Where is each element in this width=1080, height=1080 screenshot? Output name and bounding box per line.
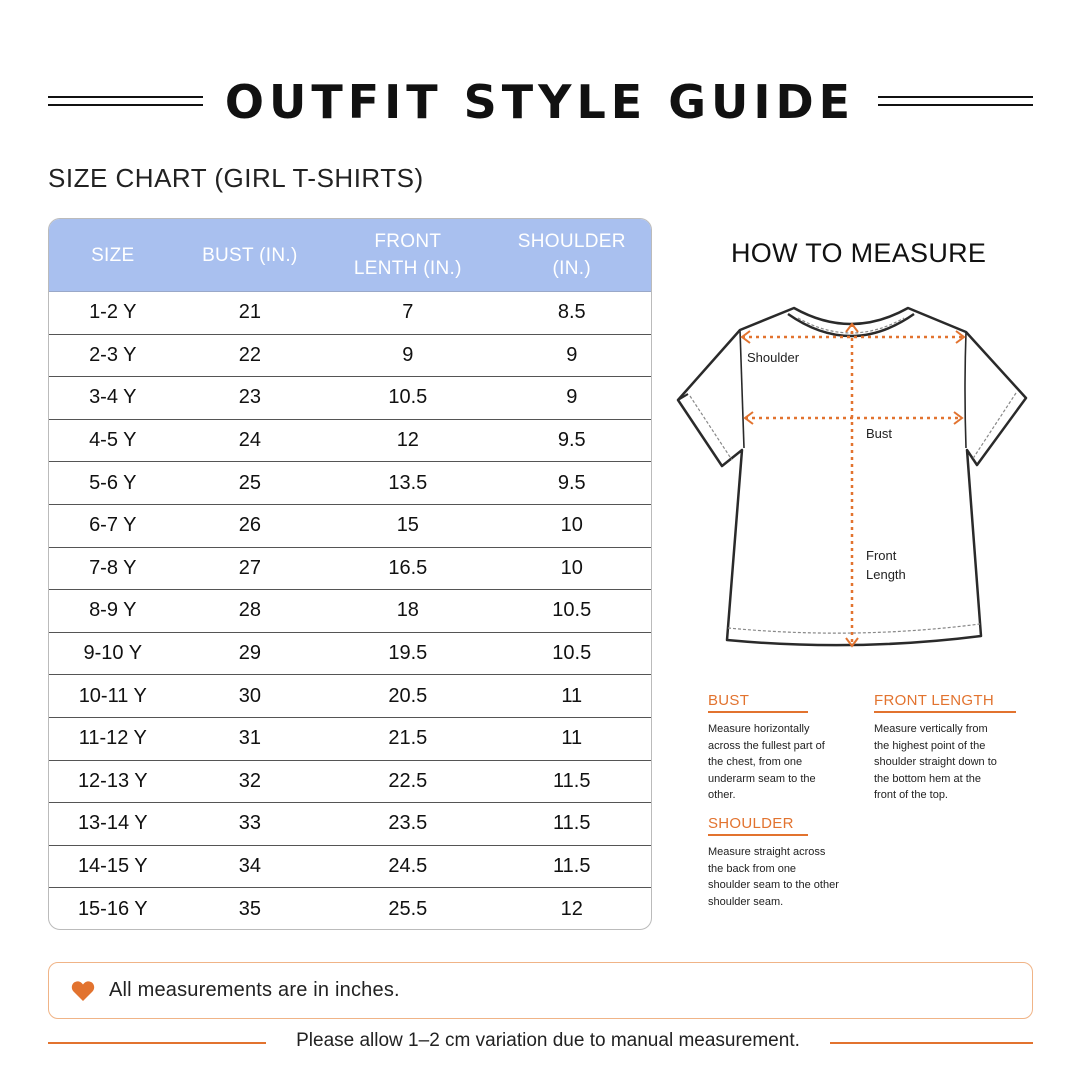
front-length-cell: 13.5 xyxy=(388,471,428,494)
bust-cell: 32 xyxy=(238,769,261,792)
bust-cell: 34 xyxy=(238,855,261,878)
bust-cell: 30 xyxy=(238,684,261,707)
measurement-note xyxy=(48,962,1033,1019)
front-length-cell: 9 xyxy=(402,343,414,366)
shoulder-cell: 10.5 xyxy=(552,599,592,622)
bust-cell: 29 xyxy=(238,642,261,665)
bust-info xyxy=(708,692,868,804)
shoulder-cell: 10 xyxy=(560,514,583,537)
note-text: All measurements are in inches. xyxy=(109,979,400,1001)
header-size: SIZE xyxy=(91,244,135,266)
page-title: OUTFIT STYLE GUIDE xyxy=(224,75,856,129)
shoulder-info-text: Measure straight across the back from one shoulder seam to the other shoulder seam. xyxy=(708,846,839,908)
size-cell: 2-3 Y xyxy=(89,343,137,366)
bust-cell: 22 xyxy=(238,343,261,366)
shoulder-cell: 11 xyxy=(561,684,583,707)
shoulder-cell: 12 xyxy=(560,897,583,920)
shoulder-cell: 9 xyxy=(566,343,578,366)
size-chart-subtitle: SIZE CHART (GIRL T-SHIRTS) xyxy=(48,163,424,193)
shoulder-cell: 11.5 xyxy=(553,812,591,835)
front-length-cell: 21.5 xyxy=(388,727,428,750)
table-row xyxy=(49,462,651,505)
shoulder-cell: 9 xyxy=(566,386,578,409)
bust-cell: 25 xyxy=(238,471,261,494)
table-row xyxy=(49,335,651,378)
bust-cell: 28 xyxy=(238,599,261,622)
size-cell: 8-9 Y xyxy=(89,599,137,622)
size-cell: 9-10 Y xyxy=(83,642,143,665)
front-length-info-text: Measure vertically from the highest point of the shoulder straight down to the bottom hem at the front of the top. xyxy=(874,723,997,801)
table-row xyxy=(49,548,651,591)
length-label: Length xyxy=(866,567,906,582)
shoulder-cell: 9.5 xyxy=(557,429,586,452)
front-length-cell: 12 xyxy=(396,429,419,452)
size-cell: 4-5 Y xyxy=(89,429,137,452)
bust-cell: 26 xyxy=(238,514,261,537)
size-cell: 1-2 Y xyxy=(89,301,137,324)
table-row xyxy=(49,888,651,930)
shoulder-cell: 9.5 xyxy=(557,471,586,494)
front-length-cell: 22.5 xyxy=(388,769,428,792)
table-row xyxy=(49,761,651,804)
size-cell: 14-15 Y xyxy=(77,855,148,878)
shoulder-info xyxy=(708,815,873,910)
table-row xyxy=(49,718,651,761)
tshirt-illustration xyxy=(670,300,1040,660)
front-length-cell: 10.5 xyxy=(388,386,428,409)
front-length-cell: 18 xyxy=(396,599,419,622)
table-row xyxy=(49,846,651,889)
size-cell: 5-6 Y xyxy=(89,471,137,494)
shoulder-cell: 10.5 xyxy=(552,642,592,665)
bust-cell: 21 xyxy=(238,301,261,324)
size-cell: 11-12 Y xyxy=(78,727,147,750)
page-header xyxy=(0,70,1080,134)
bust-info-text: Measure horizontally across the fullest part of the chest, from one underarm seam to the other. xyxy=(708,723,825,801)
table-row xyxy=(49,505,651,548)
shoulder-info-title: SHOULDER xyxy=(708,815,808,836)
table-row xyxy=(49,420,651,463)
footer-note: Please allow 1–2 cm variation due to manual measurement. xyxy=(296,1030,800,1051)
shoulder-label: Shoulder xyxy=(747,350,800,365)
bust-info-title: BUST xyxy=(708,692,808,713)
table-row xyxy=(49,590,651,633)
table-body xyxy=(49,292,651,930)
table-row xyxy=(49,675,651,718)
shoulder-cell: 10 xyxy=(560,556,583,579)
bust-cell: 35 xyxy=(238,897,261,920)
table-row xyxy=(49,803,651,846)
front-length-cell: 7 xyxy=(402,301,414,324)
shoulder-cell: 11.5 xyxy=(553,769,591,792)
bust-cell: 24 xyxy=(238,429,261,452)
size-cell: 15-16 Y xyxy=(77,897,148,920)
bust-cell: 33 xyxy=(238,812,261,835)
header-front-length: FRONT LENTH (IN.) xyxy=(353,231,462,279)
footer-rule-left xyxy=(48,1042,266,1044)
front-label: Front xyxy=(866,548,897,563)
front-length-info-title: FRONT LENGTH xyxy=(874,692,1016,713)
bust-cell: 31 xyxy=(238,727,261,750)
front-length-cell: 20.5 xyxy=(388,684,428,707)
how-to-measure-title: HOW TO MEASURE xyxy=(731,238,987,268)
front-length-cell: 23.5 xyxy=(388,812,428,835)
size-cell: 12-13 Y xyxy=(77,769,148,792)
tshirt-diagram xyxy=(670,300,1040,660)
table-header-row xyxy=(49,219,651,292)
footer-rule-right xyxy=(830,1042,1033,1044)
front-length-cell: 24.5 xyxy=(388,855,428,878)
size-cell: 3-4 Y xyxy=(89,386,137,409)
header-bust: BUST (IN.) xyxy=(202,244,298,266)
size-cell: 10-11 Y xyxy=(78,684,147,707)
size-cell: 13-14 Y xyxy=(77,812,148,835)
shoulder-cell: 11.5 xyxy=(553,855,591,878)
bust-cell: 27 xyxy=(238,556,261,579)
table-row xyxy=(49,633,651,676)
shoulder-cell: 11 xyxy=(561,727,583,750)
bust-label: Bust xyxy=(866,426,893,441)
size-cell: 7-8 Y xyxy=(89,556,137,579)
heart-icon xyxy=(71,980,95,1002)
table-row xyxy=(49,292,651,335)
front-length-cell: 25.5 xyxy=(388,897,428,920)
table-row xyxy=(49,377,651,420)
front-length-cell: 16.5 xyxy=(388,556,428,579)
front-length-cell: 15 xyxy=(396,514,419,537)
size-table xyxy=(48,218,652,930)
shoulder-cell: 8.5 xyxy=(557,301,586,324)
bust-cell: 23 xyxy=(238,386,261,409)
size-cell: 6-7 Y xyxy=(89,514,137,537)
header-rule-right xyxy=(878,96,1033,106)
front-length-info xyxy=(874,692,1034,804)
front-length-cell: 19.5 xyxy=(388,642,428,665)
header-shoulder: SHOULDER (IN.) xyxy=(517,231,626,279)
